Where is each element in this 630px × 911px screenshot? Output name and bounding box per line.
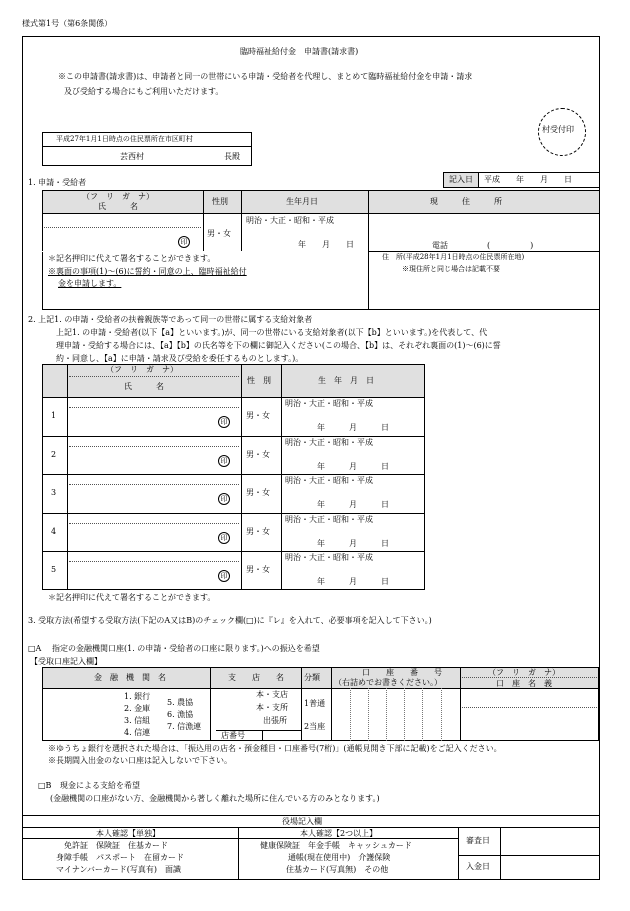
store-no-field[interactable] (264, 731, 300, 740)
option-b-note: (金融機関の口座がない方、金融機関から著しく離れた場所に住んでいる方のみとなります。) (50, 794, 380, 803)
pledge-line-2: 金を申請します。 (58, 279, 122, 288)
store-no-divider (262, 730, 263, 741)
review-date-field[interactable] (502, 829, 598, 853)
dependent-gender[interactable]: 男・女 (246, 449, 270, 459)
acc-col-accno-note: （右詰めでお書きください。） (334, 678, 442, 687)
option-b-checkbox[interactable]: □B (38, 781, 52, 790)
registered-address-note: 住 所(平成28年1月1日時点の住民票所在地) (382, 253, 525, 261)
single-id-line-3: マイナンバーカード(写真有) 面識 (56, 865, 181, 874)
dependent-birth-ymd[interactable]: 年 月 日 (317, 577, 389, 587)
dependent-row-number: 3 (51, 488, 57, 498)
bank-type-4: 4. 信連 (124, 728, 151, 737)
holder-kana-line (462, 707, 597, 708)
applicant-col-furigana: （フ リ ガ ナ） (82, 192, 154, 201)
dep-col-name (241, 364, 242, 590)
residence-box-header: 平成27年1月1日時点の住民票所在市区町村 (56, 135, 193, 143)
dependent-era[interactable]: 明治・大正・昭和・平成 (285, 399, 373, 408)
dependent-birth-ymd[interactable]: 年 月 日 (317, 500, 389, 510)
entry-date-value: 平成 年 月 日 (484, 175, 572, 184)
intro-line-1: ※この申請書(請求書)は、申請者と同一の世帯にいる申請・受給者を代理し、まとめて臨時福祉給付金を申請・請求 (58, 72, 473, 81)
office-top-line (22, 815, 600, 816)
acc-col-accno-label: 口 座 番 号 (362, 668, 442, 677)
review-date-label: 審査日 (466, 836, 490, 845)
double-id-heading: 本人確認【2つ以上】 (300, 829, 378, 838)
entry-date-label: 記入日 (449, 175, 473, 184)
applicant-seal-mark: 印 (178, 236, 190, 248)
registered-address-field[interactable] (370, 277, 598, 309)
phone-label: 電話 (432, 241, 448, 250)
account-number-field[interactable] (333, 690, 458, 739)
dependent-name-field[interactable] (69, 448, 219, 472)
dependent-seal-mark: 印 (218, 455, 230, 467)
section1-label: 1. 申請・受給者 (28, 178, 87, 187)
dependent-kana-line (69, 484, 239, 485)
bank-type-2: 2. 金庫 (124, 704, 151, 713)
form-number: 様式第1号（第6条関係） (22, 19, 113, 28)
dep-col-gender-label: 性 別 (247, 376, 271, 385)
office-subheader-line (22, 838, 458, 839)
applicant-col-address: 現 住 所 (430, 197, 502, 206)
double-id-line-3: 住基カード(写真無) その他 (286, 865, 389, 874)
dep-header-kana-line (69, 376, 239, 377)
holder-kana-header-line (462, 677, 597, 678)
same-address-note: ※現住所と同じ場合は記載不要 (402, 265, 500, 273)
dependent-kana-line (69, 561, 239, 562)
section2-label: 2. 上記1. の申請・受給者の扶養親族等であって同一の世帯に属する支給対象者 (28, 315, 313, 324)
dependent-row-line (42, 513, 425, 514)
residence-box-divider (42, 146, 252, 147)
dependent-kana-line (69, 446, 239, 447)
account-holder-field[interactable] (462, 709, 597, 739)
dependent-row-number: 4 (51, 526, 57, 536)
dependent-seal-mark: 印 (218, 493, 230, 505)
dep-col-name-label: 氏 名 (124, 382, 164, 391)
deposit-date-field[interactable] (502, 857, 598, 878)
dependent-birth-ymd[interactable]: 年 月 日 (317, 423, 389, 432)
dep-col-gender (281, 364, 282, 590)
applicant-era[interactable]: 明治・大正・昭和・平成 (246, 216, 334, 225)
office-header: 役場記入欄 (282, 817, 322, 826)
option-a-checkbox[interactable]: □A (28, 644, 42, 653)
col-divider-2 (241, 190, 242, 251)
page-title: 臨時福祉給付金 申請書(請求書) (240, 47, 359, 56)
dep-col-birth-label: 生 年 月 日 (318, 376, 374, 385)
village-stamp-label: 村受付印 (542, 125, 574, 134)
bank-type-1: 1. 銀行 (124, 692, 151, 701)
acc-col-type-label: 分類 (304, 673, 320, 682)
applicant-kana-line (44, 227, 201, 228)
col-divider-1 (203, 190, 204, 251)
acc-type-current[interactable]: 2当座 (304, 722, 326, 731)
dependent-name-field[interactable] (69, 486, 219, 510)
office-date-split-line (458, 855, 600, 856)
option-a-label: 指定の金融機関口座(1. の申請・受給者の口座に限ります。)への振込を希望 (52, 644, 320, 653)
deposit-date-label: 入金日 (466, 862, 490, 871)
pledge-line-1: ※裏面の事項(1)～(6)に誓約・同意の上、臨時福祉給付 (48, 267, 247, 276)
acc-col-bank-label: 金 融 機 関 名 (94, 673, 166, 682)
long-term-note: ※長期間入出金のない口座は記入しないで下さい。 (48, 756, 232, 765)
applicant-col-gender: 性別 (212, 197, 228, 206)
dependent-gender[interactable]: 男・女 (246, 565, 270, 575)
applicant-address-field[interactable] (370, 214, 598, 250)
dependent-name-field[interactable] (69, 563, 219, 587)
acc-col-holder: 口 座 名 義 (496, 679, 552, 688)
applicant-sign-note: ＊記名押印に代えて署名することができます。 (48, 254, 216, 263)
office-header-line (22, 827, 600, 828)
bank-name-field[interactable] (44, 690, 118, 739)
dependent-kana-line (69, 407, 239, 408)
col-divider-3 (368, 190, 369, 310)
office-date-divider (458, 827, 459, 880)
acc-col-accno (460, 667, 461, 741)
bank-type-6: 6. 漁協 (167, 710, 194, 719)
single-id-heading: 本人確認【単独】 (96, 829, 160, 838)
acc-col-bank (210, 667, 211, 741)
dependent-era[interactable]: 明治・大正・昭和・平成 (285, 553, 373, 563)
section2-desc-1: 上記1. の申請・受給者(以下【a】といいます。)が、同一の世帯にいる支給対象者(以下【b】といいます。)を代表して、代 (56, 328, 488, 337)
dependent-name-field[interactable] (69, 525, 219, 549)
dependent-gender[interactable]: 男・女 (246, 488, 270, 498)
double-id-line-1: 健康保険証 年金手帳 キャッシュカード (260, 841, 412, 850)
office-col-divider (238, 827, 239, 880)
double-id-line-2: 通帳(現在使用中) 介護保険 (288, 853, 391, 862)
acc-col-branch-label: 支 店 名 (228, 673, 284, 682)
office-date-label-divider (500, 827, 501, 880)
dependents-header-line (42, 397, 425, 398)
dependent-row-number: 5 (51, 565, 57, 575)
branch-type-2: 本・支所 (256, 703, 288, 712)
section2-desc-2: 理申請・受給する場合には、【a】【b】の氏名等を下の欄に御記入ください(この場合、【b】は、それぞれ裏面の(1)～(6)に誓 (56, 341, 501, 350)
acc-col-branch (301, 667, 302, 741)
bank-type-5: 5. 農協 (167, 698, 194, 707)
dependent-seal-mark: 印 (218, 532, 230, 544)
dep-col-no (67, 364, 68, 590)
branch-type-1: 本・支店 (256, 690, 288, 699)
section3-label: 3. 受取方法(希望する受取方法(下記のA又はB)のチェック欄(□)に『レ』を入れて、必要事項を記入して下さい。) (28, 616, 432, 625)
branch-type-3: 出張所 (263, 716, 287, 725)
applicant-col-birth: 生年月日 (286, 197, 318, 206)
dependent-era[interactable]: 明治・大正・昭和・平成 (285, 476, 373, 486)
account-heading: 【受取口座記入欄】 (30, 657, 102, 666)
single-id-line-1: 免許証 保険証 住基カード (64, 841, 168, 850)
bank-type-3: 3. 信組 (124, 716, 151, 725)
dependent-birth-ymd[interactable]: 年 月 日 (317, 538, 389, 548)
dependent-kana-line (69, 523, 239, 524)
dependent-era[interactable]: 明治・大正・昭和・平成 (285, 437, 373, 447)
applicant-col-name: 氏 名 (98, 202, 138, 211)
blank (42, 251, 368, 252)
residence-mayor: 長殿 (224, 152, 240, 161)
dependent-era[interactable]: 明治・大正・昭和・平成 (285, 514, 373, 524)
dependent-seal-mark: 印 (218, 570, 230, 582)
dependents-sign-note: ＊記名押印に代えて署名することができます。 (48, 593, 216, 602)
acc-col-type (331, 667, 332, 741)
dependent-name-field[interactable] (69, 409, 219, 433)
dependent-gender[interactable]: 男・女 (246, 526, 270, 536)
dependent-row-number: 1 (51, 411, 57, 420)
acc-col-holder-kana: （フ リ ガ ナ） (488, 668, 560, 677)
applicant-birth-ymd[interactable]: 年 月 日 (298, 240, 354, 249)
dependent-gender[interactable]: 男・女 (246, 411, 270, 420)
account-header-line (42, 688, 599, 689)
yucho-note: ※ゆうちょ銀行を選択された場合は、「振込用の店名・預金種目・口座番号(7桁)」(通帳見開き下部に記載)をご記入ください。 (48, 744, 502, 753)
phone-field[interactable]: ( ) (487, 241, 534, 250)
single-id-line-2: 身障手帳 パスポート 在留カード (56, 853, 184, 862)
store-no-label: 店番号 (221, 731, 245, 740)
dependent-row-number: 2 (51, 449, 57, 459)
applicant-gender[interactable]: 男・女 (207, 229, 231, 238)
dep-col-furigana: （フ リ ガ ナ） (106, 365, 178, 374)
option-b-label: 現金による支給を希望 (60, 781, 140, 790)
bank-type-7: 7. 信漁連 (167, 722, 202, 731)
dependent-birth-ymd[interactable]: 年 月 日 (317, 461, 389, 471)
address-split-line (368, 251, 600, 252)
dependent-seal-mark: 印 (218, 416, 230, 428)
intro-line-2: 及び受給する場合にもご利用いただけます。 (64, 87, 224, 96)
residence-village: 芸西村 (120, 152, 144, 161)
section2-desc-3: 約・同意し、【a】に申請・請求及び受給を委任するものとします。)。 (56, 354, 304, 363)
dependent-row-line (42, 436, 425, 437)
acc-type-ordinary[interactable]: 1普通 (304, 699, 326, 708)
